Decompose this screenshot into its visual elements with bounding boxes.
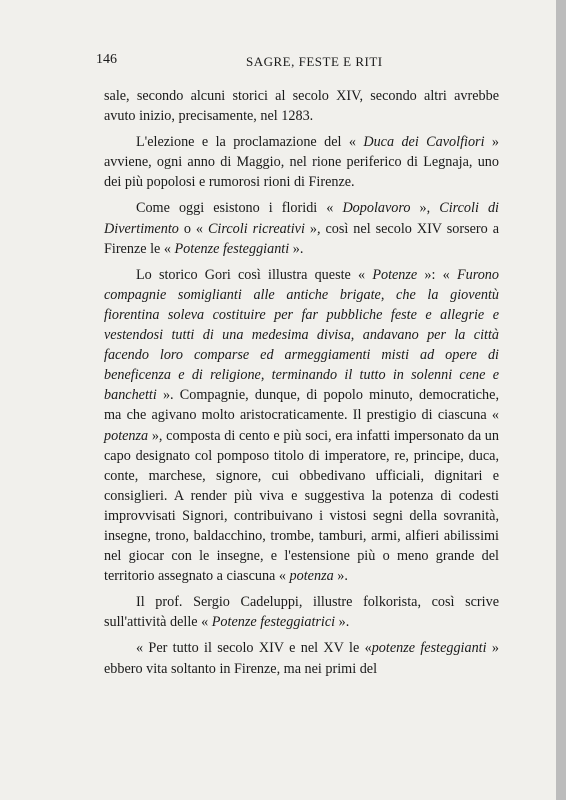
page-header — [96, 52, 496, 74]
text-run: », così nel secolo XIV sorsero a Firenze le « — [104, 220, 499, 257]
text-run: L'elezione e la proclamazione del « — [136, 134, 364, 151]
paragraph-6 — [104, 638, 499, 678]
italic-text: Potenze — [372, 266, 418, 283]
text-run: Come oggi esistono i floridi « — [136, 200, 343, 217]
text-run: »: « — [417, 266, 457, 283]
paragraph-4 — [104, 265, 499, 587]
text-run: Il prof. Sergio Cadeluppi, illustre folkorista, così scrive sull'attività delle « — [104, 594, 499, 631]
paragraph-3 — [104, 198, 499, 258]
italic-text: potenza — [289, 568, 334, 585]
italic-text: Potenze festeggiatrici — [211, 614, 336, 631]
italic-text: Dopolavoro — [342, 200, 411, 217]
text-run: « Per tutto il secolo XIV e nel XV le « — [136, 640, 372, 657]
text-run: » avviene, ogni anno di Maggio, nel rione periferico di Legnaja, uno dei più popolosi e rumorosi rioni di Firenze. — [104, 134, 500, 191]
italic-text: Duca dei Cavolfiori — [363, 134, 485, 151]
body-text — [104, 86, 499, 685]
italic-text: potenza — [104, 427, 149, 444]
page-number: 146 — [96, 52, 117, 67]
text-run: ». — [289, 240, 304, 257]
italic-text: Potenze festeggianti — [174, 240, 290, 257]
paragraph-5 — [104, 592, 499, 632]
page-edge-shadow — [556, 0, 566, 800]
text-run: », composta di cento e più soci, era infatti impersonato da un capo designato col pomposo titolo di imperatore, re, principe, duca, conte, marchese, signore, cui obbedivano ufficiali, dignitari e consiglieri. A render più viva e suggestiva la potenza di codesti improvvisati Signori, contribuivano i vistosi segni della sovranità, insegne, trono, baldacchino, trombe, tamburi, armi, alfieri abilissimi nel giocar con le insegne, e l'estensione più o meno grande del territorio assegnato a ciascuna « — [104, 427, 499, 585]
text-run: Lo storico Gori così illustra queste « — [136, 266, 373, 283]
text-run: ». Compagnie, dunque, di popolo minuto, democratiche, ma che agivano molto aristocraticamente. Il prestigio di ciascuna « — [104, 387, 499, 424]
running-title: SAGRE, FESTE E RITI — [246, 54, 383, 69]
italic-text: potenze festeggianti — [371, 640, 487, 657]
text-run: » ebbero vita soltanto in Firenze, ma nei primi del — [104, 640, 499, 677]
paragraph-1: sale, secondo alcuni storici al secolo XIV, secondo altri avrebbe avuto inizio, precisamente, nel 1283. — [104, 88, 499, 125]
italic-text: Furono compagnie somiglianti alle antiche brigate, che la gioventù fiorentina soleva costituire per far pubbliche feste e allegrie e vestendosi tutti di una medesima divisa, andavano per la città facendo loro comparse ed armeggiamenti misti ad opere di beneficenza e di religione, terminando il tutto in solenni cene e banchetti — [104, 266, 499, 404]
italic-text: Circoli ricreativi — [207, 220, 305, 237]
text-run: », — [410, 200, 440, 217]
italic-text: Circoli di Divertimento — [104, 200, 499, 237]
text-run: o « — [178, 220, 208, 237]
text-run: ». — [335, 614, 350, 631]
paragraph-2 — [104, 132, 499, 192]
text-run: ». — [333, 568, 348, 585]
